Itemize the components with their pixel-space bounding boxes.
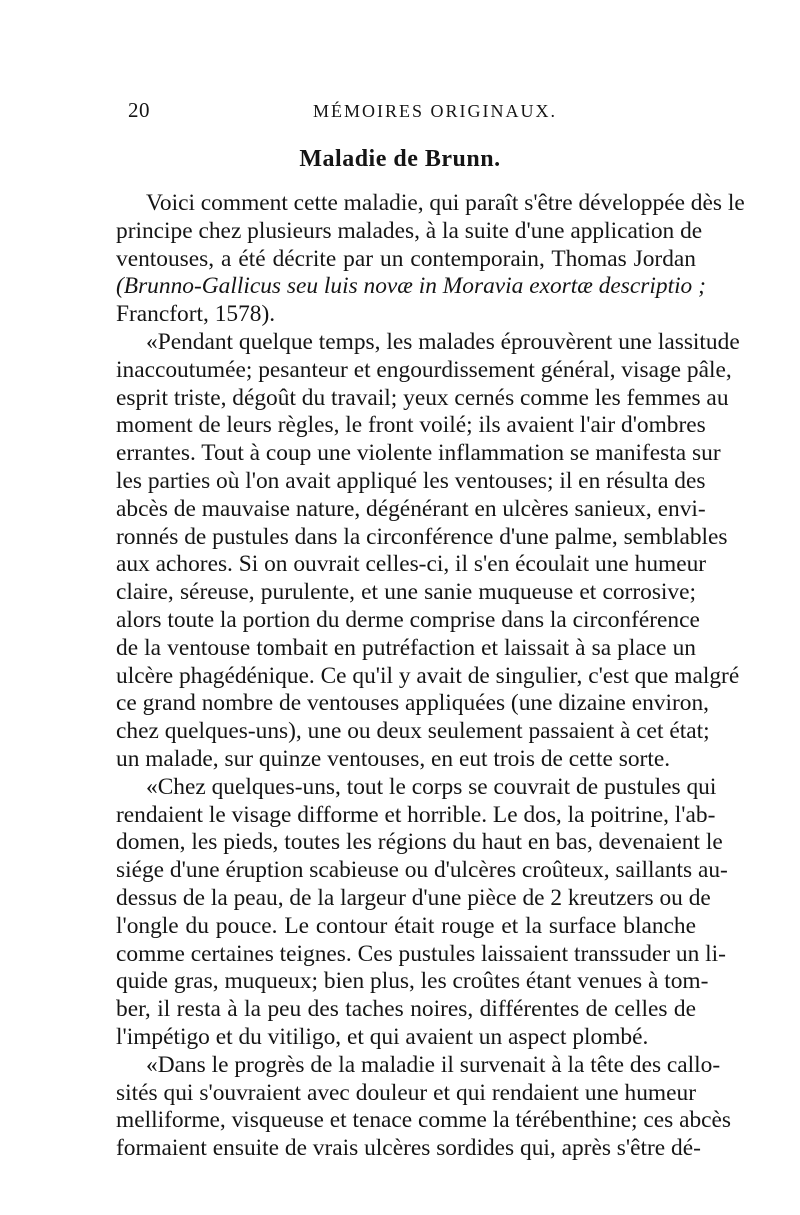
text-line: ronnés de pustules dans la circonférence d'une palme, semblables — [116, 523, 728, 550]
paragraph-1 — [116, 190, 745, 329]
text-line: formaient ensuite de vrais ulcères sordides qui, après s'être dé- — [116, 1135, 701, 1162]
text-line: moment de leurs règles, le front voilé; ils avaient l'air d'ombres — [116, 412, 706, 439]
text-line: ulcère phagédénique. Ce qu'il y avait de singulier, c'est que malgré — [116, 662, 740, 689]
text-line: ber, il resta à la peu des taches noires, différentes de celles de — [116, 996, 696, 1023]
text-line: melliforme, visqueuse et tenace comme la térébenthine; ces abcès — [116, 1107, 732, 1134]
paragraph-4 — [116, 1051, 732, 1163]
text-line: rendaient le visage difforme et horrible. Le dos, la poitrine, l'ab- — [116, 801, 716, 828]
text-line: inaccoutumée; pesanteur et engourdissement général, visage pâle, — [116, 356, 732, 383]
text-line: «Pendant quelque temps, les malades éprouvèrent une lassitude — [146, 328, 740, 355]
page-header — [128, 98, 684, 130]
text-line: domen, les pieds, toutes les régions du haut en bas, devenaient le — [116, 829, 723, 856]
text-line: ce grand nombre de ventouses appliquées (une dizaine environ, — [116, 690, 710, 717]
text-line-citation: (Brunno-Gallicus seu luis novæ in Moravia exortæ descriptio ; — [116, 273, 706, 300]
text-line: esprit triste, dégoût du travail; yeux cernés comme les femmes au — [116, 384, 729, 411]
text-line: dessus de la peau, de la largeur d'une pièce de 2 kreutzers ou de — [116, 884, 711, 911]
text-line: les parties où l'on avait appliqué les ventouses; il en résulta des — [116, 467, 706, 494]
text-line: comme certaines teignes. Ces pustules laissaient transsuder un li- — [116, 940, 726, 967]
paragraph-3 — [116, 773, 728, 1052]
text-line: errantes. Tout à coup une violente inflammation se manifesta sur — [116, 440, 721, 467]
body-text — [116, 190, 745, 1163]
text-line: alors toute la portion du derme comprise dans la circonférence — [116, 606, 700, 633]
paragraph-2 — [116, 328, 740, 774]
text-line: aux achores. Si on ouvrait celles-ci, il s'en écoulait une humeur — [116, 551, 707, 578]
section-title: Maladie de Brunn. — [299, 146, 501, 172]
text-line: ventouses, a été décrite par un contemporain, Thomas Jordan — [116, 245, 696, 272]
text-line: «Chez quelques-uns, tout le corps se couvrait de pustules qui — [146, 773, 717, 800]
text-line: sités qui s'ouvraient avec douleur et qui rendaient une humeur — [116, 1079, 696, 1106]
text-line: quide gras, muqueux; bien plus, les croûtes étant venues à tom- — [116, 968, 709, 995]
text-line: principe chez plusieurs malades, à la suite d'une application de — [116, 217, 703, 244]
page-number: 20 — [128, 98, 150, 122]
text-line: siége d'une éruption scabieuse ou d'ulcères croûteux, saillants au- — [116, 857, 728, 884]
text-line: chez quelques-uns), une ou deux seulement passaient à cet état; — [116, 718, 710, 745]
text-line: l'impétigo et du vitiligo, et qui avaient un aspect plombé. — [116, 1023, 649, 1050]
text-line: un malade, sur quinze ventouses, en eut trois de cette sorte. — [116, 745, 671, 772]
text-line: «Dans le progrès de la maladie il survenait à la tête des callo- — [146, 1051, 721, 1078]
text-line: abcès de mauvaise nature, dégénérant en ulcères sanieux, envi- — [116, 495, 706, 522]
text-line: claire, séreuse, purulente, et une sanie muqueuse et corrosive; — [116, 579, 696, 606]
running-title: MÉMOIRES ORIGINAUX. — [313, 101, 557, 121]
text-line: l'ongle du pouce. Le contour était rouge et la surface blanche — [116, 912, 696, 939]
text-line: de la ventouse tombait en putréfaction et laissait à sa place un — [116, 634, 696, 661]
text-line: Francfort, 1578). — [116, 301, 276, 328]
text-line: Voici comment cette maladie, qui paraît s'être développée dès le — [146, 190, 745, 216]
